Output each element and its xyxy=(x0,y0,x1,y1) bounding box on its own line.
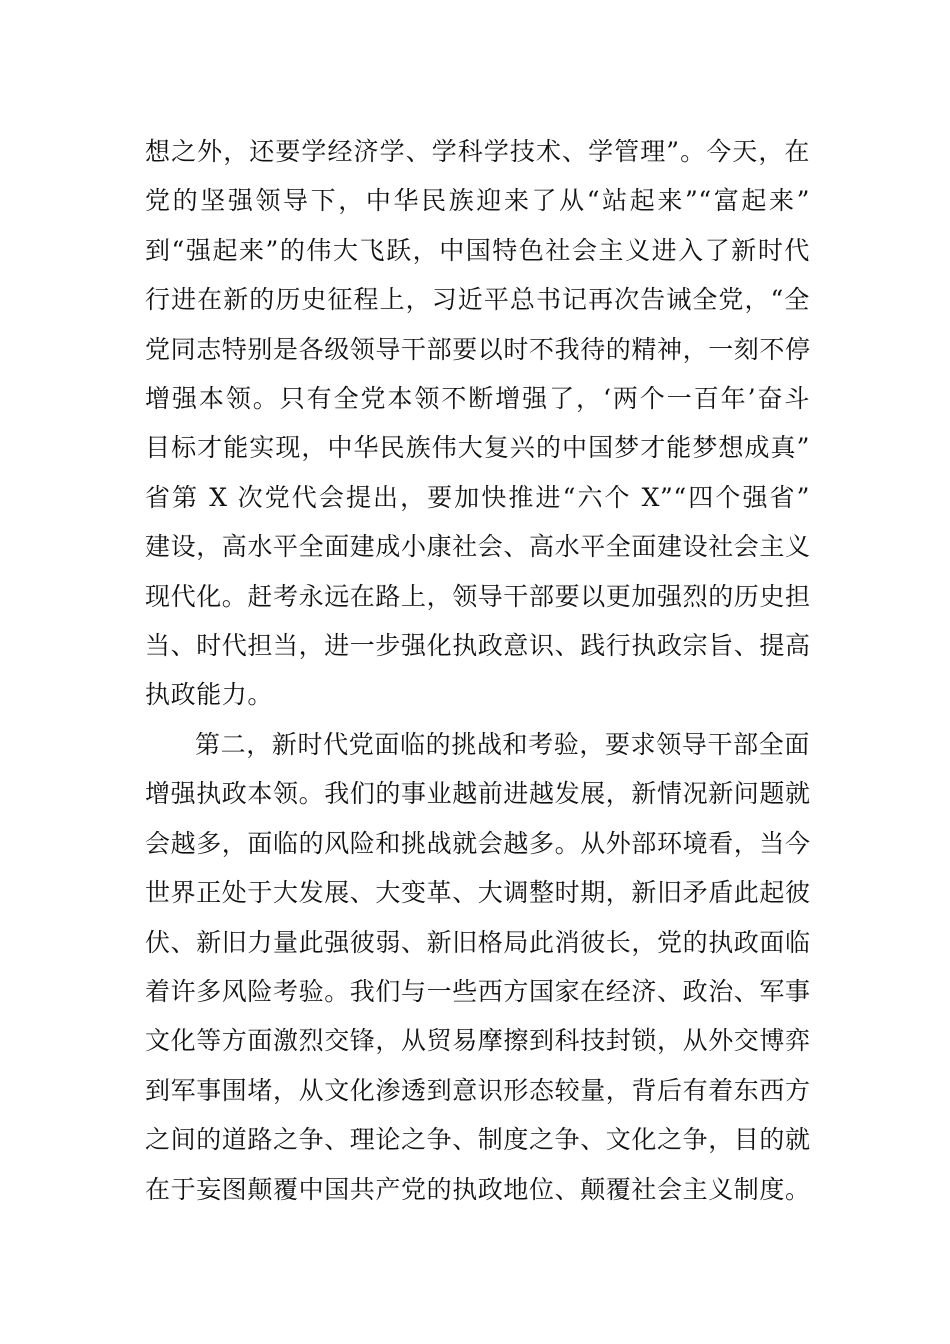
text-line: 世界正处于大发展、大变革、大调整时期，新旧矛盾此起彼 xyxy=(145,878,811,908)
text-line: 着许多风险考验。我们与一些西方国家在经济、政治、军事 xyxy=(145,976,811,1006)
text-line: 伏、新旧力量此强彼弱、新旧格局此消彼长，党的执政面临 xyxy=(145,927,811,957)
text-line: 到“强起来”的伟大飞跃，中国特色社会主义进入了新时代 xyxy=(145,235,810,265)
text-line: 党同志特别是各级领导干部要以时不我待的精神，一刻不停 xyxy=(145,334,811,364)
text-line: 行进在新的历史征程上，习近平总书记再次告诫全党，“全 xyxy=(145,285,810,315)
text-line: 第二，新时代党面临的挑战和考验，要求领导干部全面 xyxy=(195,730,810,759)
text-line: 想之外，还要学经济学、学科学技术、学管理”。今天，在 xyxy=(145,137,810,166)
text-line: 党的坚强领导下，中华民族迎来了从“站起来”“富起来” xyxy=(145,186,810,216)
text-line: 当、时代担当，进一步强化执政意识、践行执政宗旨、提高 xyxy=(145,630,811,660)
text-line: 会越多，面临的风险和挑战就会越多。从外部环境看，当今 xyxy=(145,828,811,858)
text-line: 省第 X 次党代会提出，要加快推进“六个 X”“四个强省” xyxy=(145,482,810,512)
text-line: 建设，高水平全面建成小康社会、高水平全面建设社会主义 xyxy=(145,532,811,562)
text-line: 在于妄图颠覆中国共产党的执政地位、颠覆社会主义制度。 xyxy=(145,1174,811,1204)
paragraph-1 xyxy=(145,127,810,720)
text-line: 增强本领。只有全党本领不断增强了，‘两个一百年’奋斗 xyxy=(145,383,810,413)
text-line: 目标才能实现，中华民族伟大复兴的中国梦才能梦想成真” xyxy=(145,433,810,463)
text-line: 执政能力。 xyxy=(145,680,274,710)
text-line: 现代化。赶考永远在路上，领导干部要以更加强烈的历史担 xyxy=(145,581,811,611)
text-line: 增强执政本领。我们的事业越前进越发展，新情况新问题就 xyxy=(145,779,811,809)
text-line: 之间的道路之争、理论之争、制度之争、文化之争，目的就 xyxy=(145,1125,811,1155)
text-line: 文化等方面激烈交锋，从贸易摩擦到科技封锁，从外交博弈 xyxy=(145,1026,811,1056)
text-line: 到军事围堵，从文化渗透到意识形态较量，背后有着东西方 xyxy=(145,1075,811,1105)
paragraph-2 xyxy=(145,720,810,1214)
